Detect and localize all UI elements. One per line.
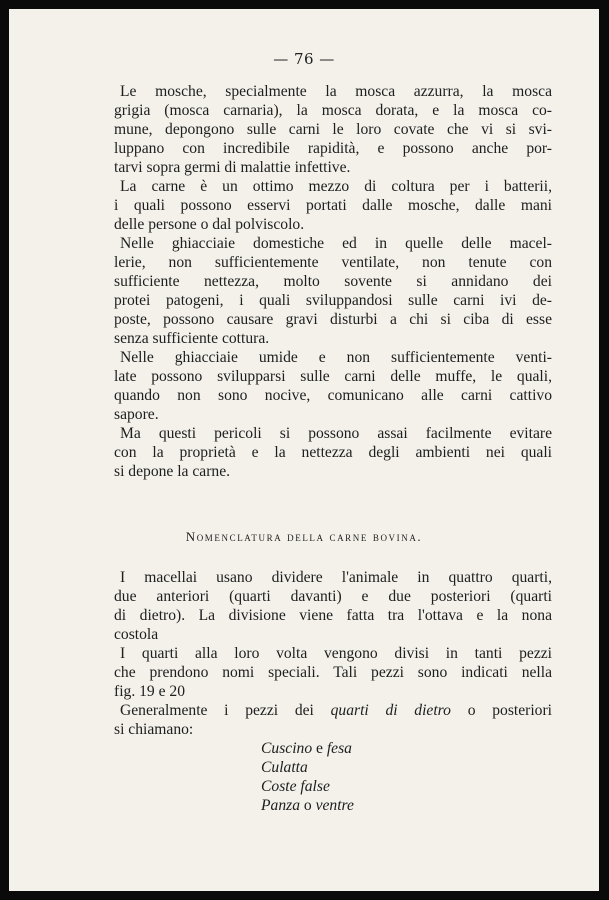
text-line: grigia (mosca carnaria), la mosca dorata, e la mosca co- [114, 102, 552, 119]
text-line: protei patogeni, i quali sviluppandosi sulle carni ivi de- [114, 292, 552, 309]
page-number: — 76 — [273, 50, 335, 68]
text-line: late possono svilupparsi sulle carni delle muffe, le quali, [114, 368, 552, 385]
text-line: due anteriori (quarti davanti) e due posteriori (quarti [114, 588, 552, 605]
text-line: Generalmente i pezzi dei quarti di dietro o posteriori [120, 702, 552, 719]
paragraph-prevention [114, 424, 552, 481]
cuts-list [261, 739, 354, 815]
list-item: Cuscino e fesa [261, 740, 352, 757]
paragraph-ice-boxes [114, 234, 552, 348]
paragraph-molds [114, 348, 552, 424]
text-line: mune, depongono sulle carni le loro covate che vi si svi- [114, 121, 552, 138]
text-line: luppano con incredibile rapidità, e possono anche por- [114, 140, 552, 157]
paragraph-quarters [114, 568, 552, 644]
text-line: sufficiente nettezza, molto sovente si annidano dei [114, 273, 552, 290]
text-line: Nelle ghiacciaie domestiche ed in quelle delle macel- [120, 235, 552, 252]
text-line: si chiamano: [114, 721, 194, 738]
paragraph-bacteria [114, 177, 552, 234]
paragraph-pieces [114, 644, 552, 701]
text-line: costola [114, 626, 159, 643]
text-line: Le mosche, specialmente la mosca azzurra, la mosca [120, 83, 552, 100]
paragraph-hindquarters [114, 701, 552, 739]
text-line: I quarti alla loro volta vengono divisi in tanti pezzi [120, 645, 552, 662]
text-line: i quali possono esservi portati dalle mosche, dalle mani [114, 197, 552, 214]
text-line: fig. 19 e 20 [114, 683, 186, 700]
section-heading: Nomenclatura della carne bovina. [185, 529, 423, 544]
text-line: delle persone o dal polviscolo. [114, 216, 305, 233]
text-line: Nelle ghiacciaie umide e non sufficientemente venti- [120, 349, 552, 366]
text-line: di dietro). La divisione viene fatta tra l'ottava e la nona [114, 607, 552, 624]
text-line: senza sufficiente cottura. [114, 330, 270, 347]
text-line: si depone la carne. [114, 463, 231, 480]
text-line: sapore. [114, 406, 159, 423]
text-line: La carne è un ottimo mezzo di coltura per i batterii, [120, 178, 552, 195]
text-line: tarvi sopra germi di malattie infettive. [114, 159, 351, 176]
text-line: Ma questi pericoli si possono assai facilmente evitare [120, 425, 552, 442]
text-line: con la proprietà e la nettezza degli ambienti nei quali [114, 444, 552, 461]
text-line: I macellai usano dividere l'animale in quattro quarti, [120, 569, 552, 586]
book-page [9, 9, 599, 891]
text-line: lerie, non sufficientemente ventilate, non tenute con [114, 254, 552, 271]
text-line: poste, possono causare gravi disturbi a chi si ciba di esse [114, 311, 552, 328]
list-item: Coste false [261, 778, 330, 795]
text-line: quando non sono nocive, comunicano alle carni cattivo [114, 387, 552, 404]
text-line: che prendono nomi speciali. Tali pezzi sono indicati nella [114, 664, 552, 681]
paragraph-flies [114, 82, 552, 177]
list-item: Panza o ventre [261, 797, 354, 814]
list-item: Culatta [261, 759, 308, 776]
